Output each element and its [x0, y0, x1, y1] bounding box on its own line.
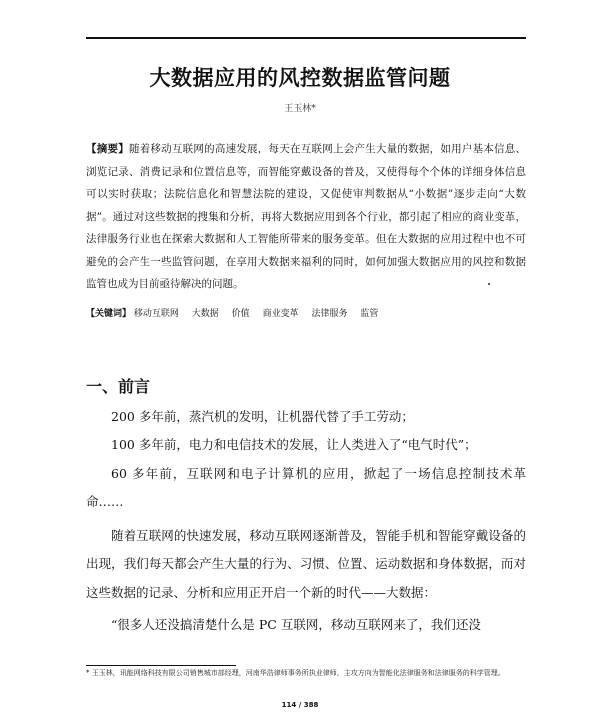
paragraph: 100 多年前，电力和电信技术的发展，让人类进入了“电气时代”； — [111, 437, 477, 453]
keywords — [86, 306, 526, 322]
top-rule — [86, 37, 526, 39]
abstract-text: 随着移动互联网的高速发展，每天在互联网上会产生大量的数据，如用户基本信息、浏览记录、消费记录和位置信息等，而智能穿戴设备的普及，又使得每个个体的详细身体信息可以实时获取；法院信息化和智慧法院的建设，又促使审判数据从“小数据”逐步走向“大数据”。通过对这些数据的搜集和分析，再将大数据应用到各个行业，都引起了相应的商业变革，法律服务行业也在探索大数据和人工智能所带来的服务变革。但在大数据的应用过程中也不可避免的会产生一些监管问题，在享用大数据来福利的同时，如何加强大数据应用的风控和数据监管也成为目前亟待解决的问题。 — [86, 143, 527, 290]
keyword: 法律服务 — [311, 309, 348, 319]
keywords-label: 【关键词】 — [86, 309, 132, 319]
paper-title: 大数据应用的风控数据监管问题 — [149, 66, 451, 90]
author-name: 王玉林* — [284, 104, 316, 114]
keyword: 大数据 — [191, 309, 219, 319]
page-number: 114 / 388 — [281, 701, 319, 709]
stray-mark — [488, 283, 490, 285]
paragraph: “很多人还没搞清楚什么是 PC 互联网，移动互联网来了，我们还没 — [111, 617, 481, 633]
keyword: 商业变革 — [262, 309, 299, 319]
keyword: 价值 — [231, 309, 250, 319]
paragraph: 随着互联网的快速发展，移动互联网逐渐普及，智能手机和智能穿戴设备的出现，我们每天都会产生大量的行为、习惯、位置、运动数据和身体数据，而对这些数据的记录、分析和应用正开启一个新的时代——大数据： — [86, 528, 526, 600]
footnote-rule — [86, 665, 236, 666]
paragraph: 60 多年前，互联网和电子计算机的应用，掀起了一场信息控制技术革命…… — [86, 465, 526, 509]
section-body — [86, 403, 526, 639]
section-heading: 一、前言 — [86, 377, 151, 396]
footnote: * 王玉林，讯能网络科技有限公司销售城市部经理，河南华浩律师事务所执业律师，主攻方向为智能化法律服务和法律服务的科学管理。 — [86, 669, 505, 677]
abstract-label: 【摘要】 — [86, 143, 129, 155]
keyword: 移动互联网 — [133, 309, 179, 319]
abstract — [86, 138, 526, 296]
paragraph: 200 多年前，蒸汽机的发明，让机器代替了手工劳动； — [111, 409, 414, 424]
keyword: 监管 — [360, 309, 379, 319]
